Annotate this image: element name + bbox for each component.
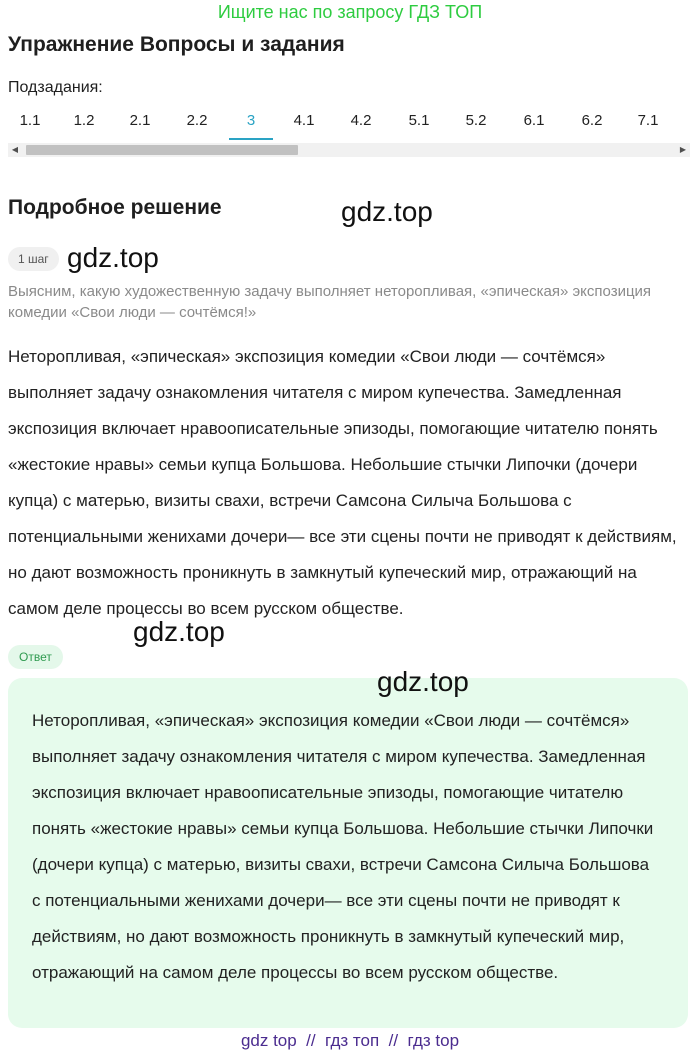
step-hint: Выясним, какую художественную задачу выполняет неторопливая, «эпическая» экспозиция комедии «Свои люди — сочтёмся!» [8, 283, 652, 321]
watermark-2: gdz.top [67, 242, 159, 273]
tab-subtask-6-1[interactable]: 6.1 [523, 112, 545, 129]
tab-subtask-4-1[interactable]: 4.1 [293, 112, 315, 129]
tab-subtask-1-2[interactable]: 1.2 [73, 112, 95, 129]
step-badge: 1 шаг [8, 247, 59, 271]
solution-text: Неторопливая, «эпическая» экспозиция комедии «Свои люди — сочтёмся» выполняет задачу ознакомления читателя с миром купечества. Замедленная экспозиция включает нравоописательные эпизоды, помогающие читателю понять «жестокие нравы» семьи купца Большова. Небольшие стычки Липочки (дочери купца) с матерью, визиты свахи, встречи Самсона Силыча Большова с потенциальными женихами дочери— все эти сцены почти не приводят к действиям, но дают возможность проникнуть в замкнутый купеческий мир, отражающий на самом деле процессы во всем русском обществе. [8, 347, 677, 618]
tab-subtask-2-2[interactable]: 2.2 [186, 112, 208, 129]
scrollbar-thumb[interactable] [26, 145, 298, 155]
exercise-title: Упражнение Вопросы и задания [8, 33, 345, 56]
tab-subtask-1-1[interactable]: 1.1 [19, 112, 41, 129]
triangle-right-icon[interactable]: ▶ [679, 145, 687, 154]
tab-subtask-7-1[interactable]: 7.1 [637, 112, 659, 129]
watermark-4: gdz.top [377, 666, 469, 697]
subtasks-tabs [8, 106, 692, 140]
footer-links: gdz top // гдз топ // гдз top [240, 1031, 460, 1050]
triangle-left-icon[interactable]: ◀ [11, 145, 19, 154]
tab-subtask-4-2[interactable]: 4.2 [350, 112, 372, 129]
watermark-1: gdz.top [341, 196, 433, 227]
tab-subtask-5-1[interactable]: 5.1 [408, 112, 430, 129]
subtasks-scrollbar[interactable] [8, 143, 690, 157]
tab-subtask-3[interactable]: 3 [229, 106, 273, 140]
solution-title: Подробное решение [8, 196, 222, 219]
tab-subtask-2-1[interactable]: 2.1 [129, 112, 151, 129]
subtasks-label: Подзадания: [8, 79, 103, 96]
answer-text: Неторопливая, «эпическая» экспозиция комедии «Свои люди — сочтёмся» выполняет задачу ознакомления читателя с миром купечества. Замедленная экспозиция включает нравоописательные эпизоды, помогающие читателю понять «жестокие нравы» семьи купца Большова. Небольшие стычки Липочки (дочери купца) с матерью, визиты свахи, встречи Самсона Силыча Большова с потенциальными женихами дочери— все эти сцены почти не приводят к действиям, но дают возможность проникнуть в замкнутый купеческий мир, отражающий на самом деле процессы во всем русском обществе. [32, 711, 654, 982]
watermark-3: gdz.top [133, 616, 225, 647]
search-banner: Ищите нас по запросу ГДЗ ТОП [217, 2, 483, 22]
tab-subtask-6-2[interactable]: 6.2 [581, 112, 603, 129]
answer-badge: Ответ [8, 645, 63, 669]
tab-subtask-5-2[interactable]: 5.2 [465, 112, 487, 129]
